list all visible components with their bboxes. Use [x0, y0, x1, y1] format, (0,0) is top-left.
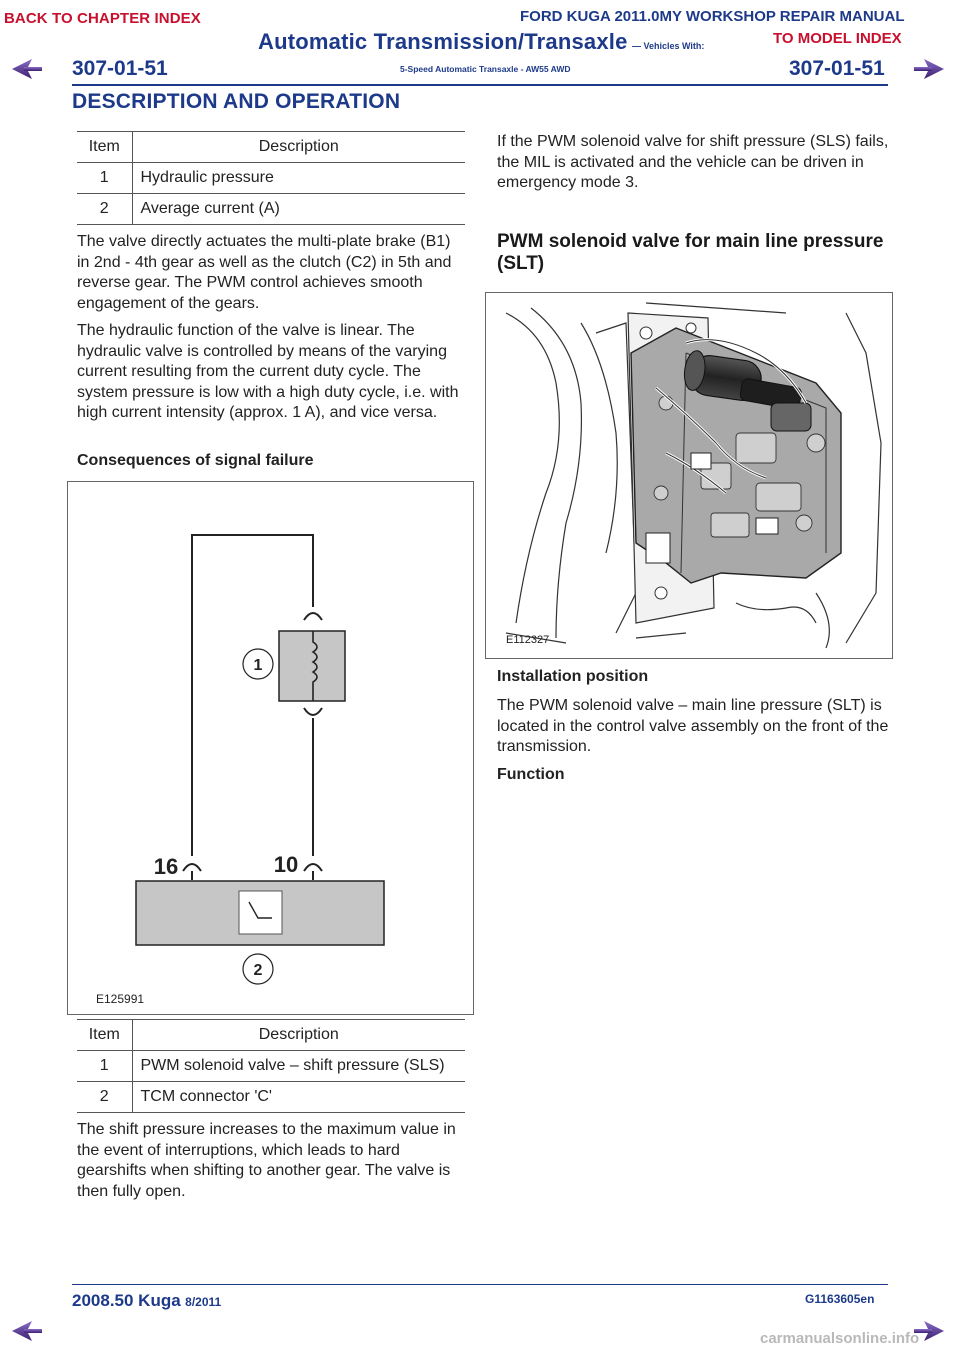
solenoid-valve-symbol	[279, 631, 345, 701]
section-suffix: — Vehicles With:	[631, 41, 705, 51]
consequences-heading: Consequences of signal failure	[77, 452, 314, 469]
footer-document-code: G1163605en	[805, 1292, 875, 1306]
footer-model: 2008.50 Kuga	[72, 1291, 181, 1310]
table-row	[77, 1082, 465, 1113]
pin-16-label: 16	[153, 854, 179, 879]
callout-2-label: 2	[253, 962, 263, 979]
table-header-row	[77, 132, 465, 163]
paragraph-installation: The PWM solenoid valve – main line pressure (SLT) is located in the control valve assembly on the front of the transmission.	[497, 697, 889, 755]
page-number-left: 307-01-51	[72, 57, 168, 80]
table-header-item: Item	[77, 1020, 132, 1051]
page-number-right: 307-01-51	[789, 57, 885, 80]
control-valve-illustration	[486, 293, 894, 660]
table-row	[77, 194, 465, 225]
header-divider	[72, 84, 888, 86]
function-heading: Function	[497, 766, 565, 783]
paragraph-hydraulic-function: The hydraulic function of the valve is linear. The hydraulic valve is controlled by means of the varying current resulting from the current duty cycle. The system pressure is low with a high duty cycle, i.e. with high current intensity (approx. 1 A), and vice versa.	[77, 322, 459, 421]
table-cell-description: Average current (A)	[132, 194, 465, 225]
next-page-arrow-icon[interactable]	[912, 58, 946, 80]
table-cell-item: 2	[77, 1082, 132, 1113]
circuit-diagram-figure	[67, 481, 474, 1015]
table-cell-item: 1	[77, 1051, 132, 1082]
table-header-description: Description	[132, 1020, 465, 1051]
figure-id: E112327	[506, 634, 550, 646]
table-row	[77, 1051, 465, 1082]
table-cell-description: TCM connector 'C'	[132, 1082, 465, 1113]
section-subtitle: 5-Speed Automatic Transaxle - AW55 AWD	[400, 64, 571, 74]
to-model-index-link[interactable]: TO MODEL INDEX	[773, 30, 902, 47]
paragraph-sls-failure: If the PWM solenoid valve for shift pressure (SLS) fails, the MIL is activated and the vehicle can be driven in emergency mode 3.	[497, 133, 889, 191]
callout-1-label: 1	[253, 657, 263, 674]
table-cell-description: Hydraulic pressure	[132, 163, 465, 194]
slt-section-heading: PWM solenoid valve for main line pressure (SLT)	[497, 231, 884, 274]
category-title: DESCRIPTION AND OPERATION	[72, 90, 401, 113]
table-header-item: Item	[77, 132, 132, 163]
table-cell-item: 1	[77, 163, 132, 194]
description-table-2	[77, 1019, 465, 1113]
back-to-chapter-index-link[interactable]: BACK TO CHAPTER INDEX	[4, 10, 201, 27]
table-cell-description: PWM solenoid valve – shift pressure (SLS)	[132, 1051, 465, 1082]
prev-page-arrow-icon[interactable]	[10, 58, 44, 80]
pin-10-label: 10	[273, 852, 299, 877]
table-row	[77, 163, 465, 194]
paragraph-shift-pressure: The shift pressure increases to the maximum value in the event of interruptions, which leads to hard gearshifts when shifting to another gear. The valve is then fully open.	[77, 1121, 456, 1200]
section-title-row	[258, 29, 704, 55]
slt-valve-photo-figure	[485, 292, 893, 659]
footer-date: 8/2011	[185, 1295, 222, 1309]
figure-id: E125991	[96, 992, 145, 1006]
circuit-diagram	[68, 482, 475, 1016]
footer-model-info	[72, 1291, 221, 1311]
watermark: carmanualsonline.info	[760, 1330, 920, 1347]
table-cell-item: 2	[77, 194, 132, 225]
paragraph-valve-actuation: The valve directly actuates the multi-plate brake (B1) in 2nd - 4th gear as well as the clutch (C2) in 5th and reverse gear. The PWM control achieves smooth engagement of the gears.	[77, 233, 452, 312]
section-title: Automatic Transmission/Transaxle	[258, 29, 628, 54]
footer-divider	[72, 1284, 888, 1285]
manual-title: FORD KUGA 2011.0MY WORKSHOP REPAIR MANUAL	[520, 8, 905, 25]
table-header-description: Description	[132, 132, 465, 163]
description-table-1	[77, 131, 465, 225]
table-header-row	[77, 1020, 465, 1051]
installation-heading: Installation position	[497, 668, 649, 685]
prev-page-arrow-icon[interactable]	[10, 1320, 44, 1342]
tcm-gauge-icon	[239, 891, 282, 934]
